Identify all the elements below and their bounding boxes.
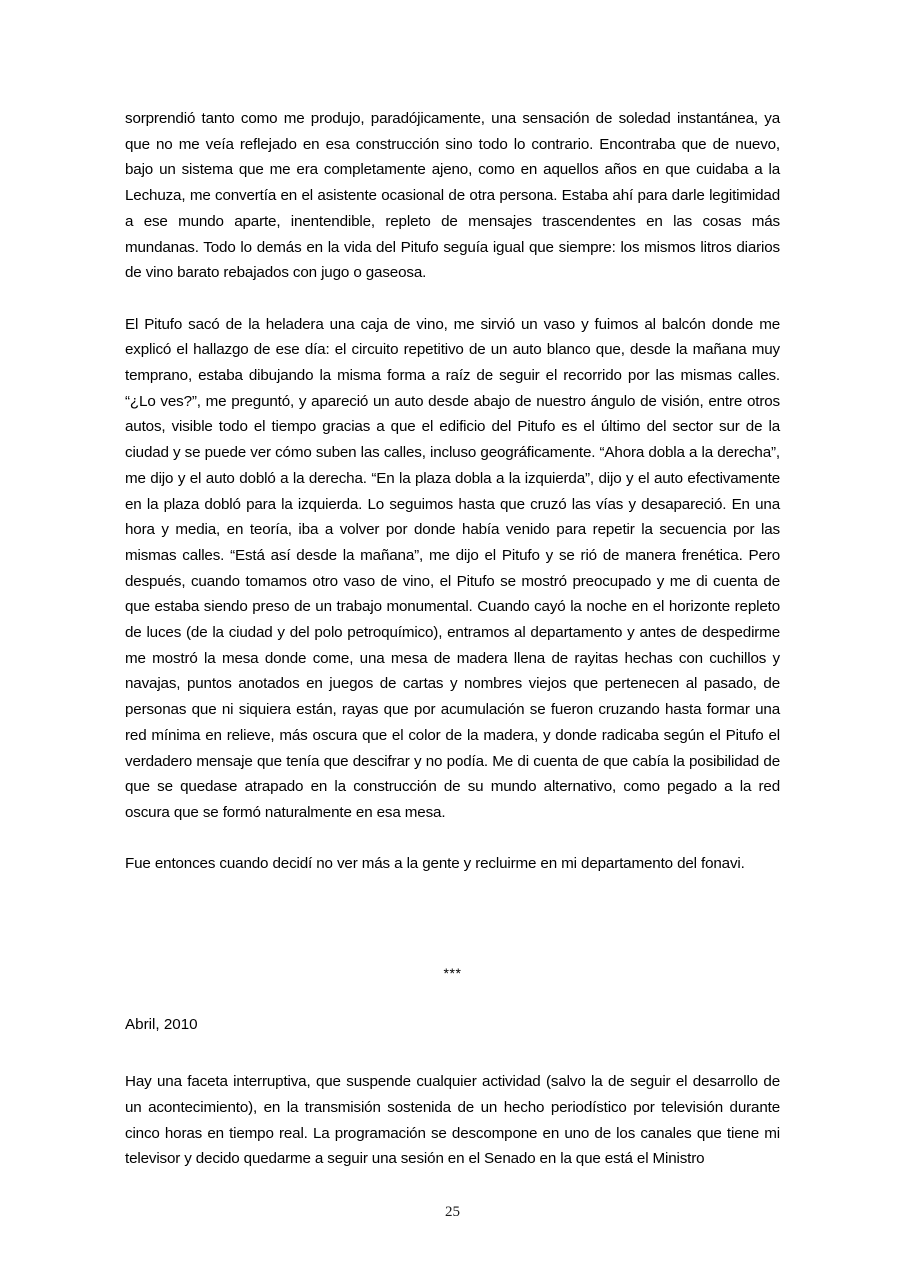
section-separator: *** <box>443 965 462 981</box>
date-heading: Abril, 2010 <box>125 1016 198 1033</box>
paragraph: El Pitufo sacó de la heladera una caja de vino, me sirvió un vaso y fuimos al balcón donde me explicó el hallazgo de ese día: el circuito repetitivo de un auto blanco que, desde la mañana muy temprano, estaba dibujando la misma forma a raíz de seguir el recorrido por las mismas calles. “¿Lo ves?”, me preguntó, y apareció un auto desde abajo de nuestro ángulo de visión, entre otros autos, visible todo el tiempo gracias a que el edificio del Pitufo es el último del sector sur de la ciudad y se puede ver cómo suben las calles, incluso geográficamente. “Ahora dobla a la derecha”, me dijo y el auto dobló a la derecha. “En la plaza dobla a la izquierda”, dijo y el auto efectivamente en la plaza dobló para la izquierda. Lo seguimos hasta que cruzó las vías y desapareció. En una hora y media, en teoría, iba a volver por donde había venido para repetir la secuencia por las mismas calles. “Está así desde la mañana”, me dijo el Pitufo y se rió de manera frenética. Pero después, cuando tomamos otro vaso de vino, el Pitufo se mostró preocupado y me di cuenta de que estaba siendo preso de un trabajo monumental. Cuando cayó la noche en el horizonte repleto de luces (de la ciudad y del polo petroquímico), entramos al departamento y antes de despedirme me mostró la mesa donde come, una mesa de madera llena de rayitas hechas con cuchillos y navajas, puntos anotados en juegos de cartas y nombres viejos que pertenecen al pasado, de personas que ni siquiera están, rayas que por acumulación se fueron cruzando hasta formar una red mínima en relieve, más oscura que el color de la madera, y donde radicaba según el Pitufo el verdadero mensaje que tenía que descifrar y no podía. Me di cuenta de que cabía la posibilidad de que se quedase atrapado en la construcción de su mundo alternativo, como pegado a la red oscura que se formó naturalmente en esa mesa. <box>125 315 780 821</box>
page-number: 25 <box>445 1204 460 1220</box>
paragraph: Fue entonces cuando decidí no ver más a la gente y recluirme en mi departamento del fonavi. <box>125 855 745 873</box>
continuation-paragraph: Hay una faceta interruptiva, que suspende cualquier actividad (salvo la de seguir el desarrollo de un acontecimiento), en la transmisión sostenida de un hecho periodístico por televisión durante cinco horas en tiempo real. La programación se descompone en uno de los canales que tiene mi televisor y decido quedarme a seguir una sesión en el Senado en la que está el Ministro <box>125 1073 780 1168</box>
page-body-text <box>125 106 780 877</box>
paragraph: sorprendió tanto como me produjo, paradójicamente, una sensación de soledad instantánea, ya que no me veía reflejado en esa construcción sino todo lo contrario. Encontraba que de nuevo, bajo un sistema que me era completamente ajeno, como en aquellos años en que cuidaba a la Lechuza, me convertía en el asistente ocasional de otra persona. Estaba ahí para darle legitimidad a ese mundo aparte, inentendible, repleto de mensajes trascendentes en las cosas más mundanas. Todo lo demás en la vida del Pitufo seguía igual que siempre: los mismos litros diarios de vino barato rebajados con jugo o gaseosa. <box>125 110 780 282</box>
